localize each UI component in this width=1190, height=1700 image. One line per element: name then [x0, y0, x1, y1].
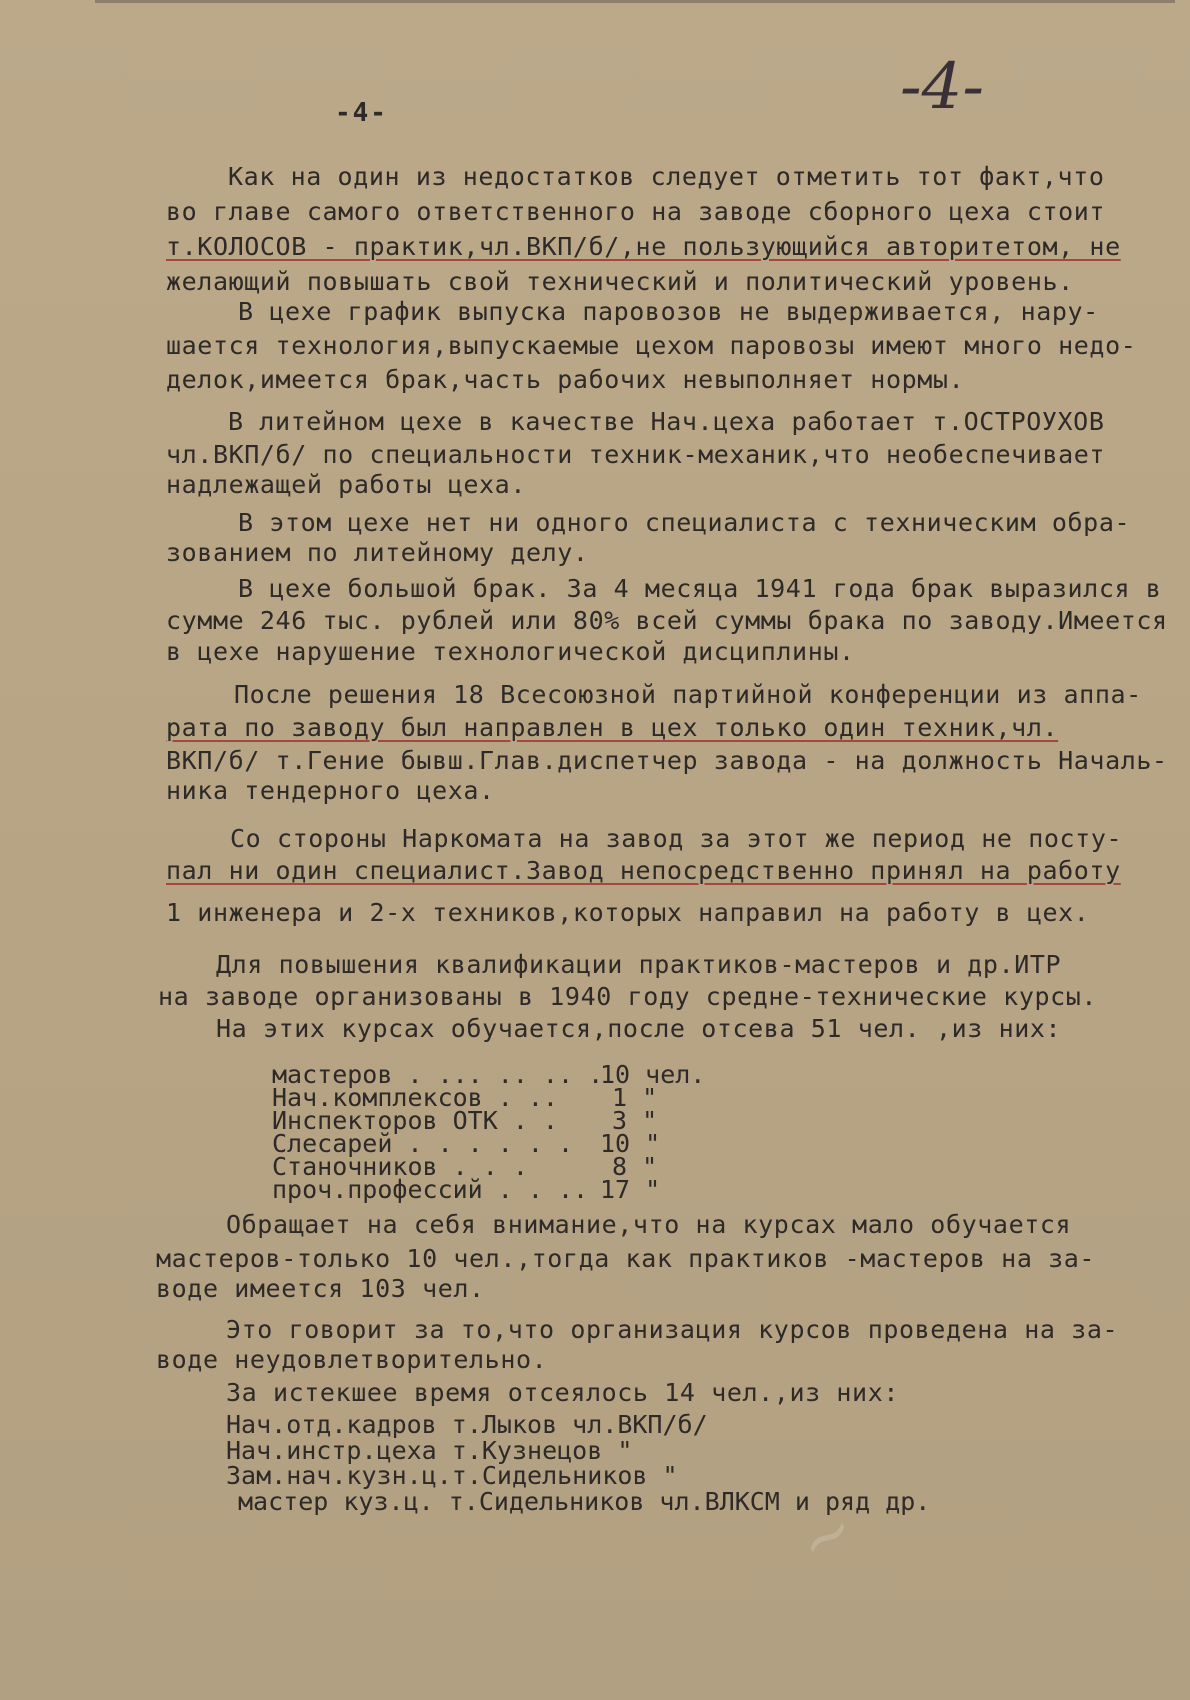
table-row-label: Слесарей . . . . . . — [272, 1129, 574, 1158]
handwritten-page-number: -4- — [900, 50, 984, 124]
list-item: Зам.нач.кузн.ц.т.Сидельников " — [226, 1461, 678, 1490]
text-line: В этом цехе нет ни одного специалиста с техническим обра- — [238, 508, 1131, 537]
table-row-label: Станочников . . . — [272, 1152, 528, 1181]
text-line: Для повышения квалификации практиков-мастеров и др.ИТР — [216, 950, 1062, 979]
table-row-value: 3 " — [612, 1106, 658, 1135]
text-line: Это говорит за то,что организация курсов проведена на за- — [226, 1315, 1119, 1344]
text-line: зованием по литейному делу. — [166, 538, 589, 567]
text-line: рата по заводу был направлен в цех только один техник,чл. — [166, 713, 1059, 742]
text-line: После решения 18 Всесоюзной партийной конференции из аппа- — [234, 680, 1142, 709]
top-border-line — [95, 0, 1175, 3]
text-line: 1 инженера и 2-х техников,которых направил на работу в цех. — [166, 898, 1090, 927]
table-row-value: 10 чел. — [600, 1060, 706, 1089]
text-line: чл.ВКП/б/ по специальности техник-механик,что необеспечивает — [166, 440, 1106, 469]
text-line: на заводе организованы в 1940 году средне-технические курсы. — [158, 982, 1098, 1011]
text-line: ника тендерного цеха. — [166, 776, 495, 805]
text-line: т.КОЛОСОВ - практик,чл.ВКП/б/,не пользующийся авторитетом, не — [166, 232, 1121, 261]
table-row-value: 8 " — [612, 1152, 658, 1181]
text-line: сумме 246 тыс. рублей или 80% всей суммы брака по заводу.Имеется — [166, 606, 1168, 635]
text-line: На этих курсах обучается,после отсева 51 чел. ,из них: — [216, 1014, 1062, 1043]
list-item: Нач.инстр.цеха т.Кузнецов " — [226, 1436, 633, 1465]
text-line: Как на один из недостатков следует отметить тот факт,что — [228, 162, 1105, 191]
text-line: шается технология,выпускаемые цехом паровозы имеют много недо- — [166, 331, 1137, 360]
table-row-value: 1 " — [612, 1083, 658, 1112]
table-row-label: Нач.комплексов . .. — [272, 1083, 558, 1112]
text-line: желающий повышать свой технический и политический уровень. — [166, 267, 1074, 296]
table-row-label: проч.профессий . . .. — [272, 1175, 589, 1204]
table-row-value: 17 " — [600, 1175, 661, 1204]
text-line: За истекшее время отсеялось 14 чел.,из них: — [226, 1378, 900, 1407]
list-item: мастер куз.ц. т.Сидельников чл.ВЛКСМ и ряд др. — [238, 1487, 931, 1516]
table-row-label: мастеров . ... .. .. . — [272, 1060, 604, 1089]
text-line: воде имеется 103 чел. — [156, 1274, 485, 1303]
text-line: Обращает на себя внимание,что на курсах мало обучается — [226, 1210, 1072, 1239]
table-row-value: 10 " — [600, 1129, 661, 1158]
text-line: мастеров-только 10 чел.,тогда как практиков -мастеров на за- — [156, 1244, 1096, 1273]
text-line: делок,имеется брак,часть рабочих невыполняет нормы. — [166, 365, 965, 394]
text-line: В цехе график выпуска паровозов не выдерживается, нару- — [238, 297, 1099, 326]
typed-page-number: -4- — [335, 98, 388, 128]
list-item: Нач.отд.кадров т.Лыков чл.ВКП/б/ — [226, 1410, 708, 1439]
text-line: во главе самого ответственного на заводе сборного цеха стоит — [166, 197, 1106, 226]
watermark-stamp: ~ — [784, 1491, 870, 1583]
text-line: надлежащей работы цеха. — [166, 470, 526, 499]
text-line: Со стороны Наркомата на завод за этот же период не посту- — [230, 824, 1123, 853]
text-line: воде неудовлетворительно. — [156, 1345, 548, 1374]
table-row-label: Инспекторов ОТК . . — [272, 1106, 558, 1135]
text-line: пал ни один специалист.Завод непосредственно принял на работу — [166, 856, 1121, 885]
text-line: ВКП/б/ т.Гениe бывш.Глав.диспетчер завода - на должность Началь- — [166, 746, 1168, 775]
text-line: В цехе большой брак. За 4 месяца 1941 года брак выразился в — [238, 574, 1162, 603]
text-line: в цехе нарушение технологической дисциплины. — [166, 637, 855, 666]
text-line: В литейном цехе в качестве Нач.цеха работает т.ОСТРОУХОВ — [228, 407, 1105, 436]
